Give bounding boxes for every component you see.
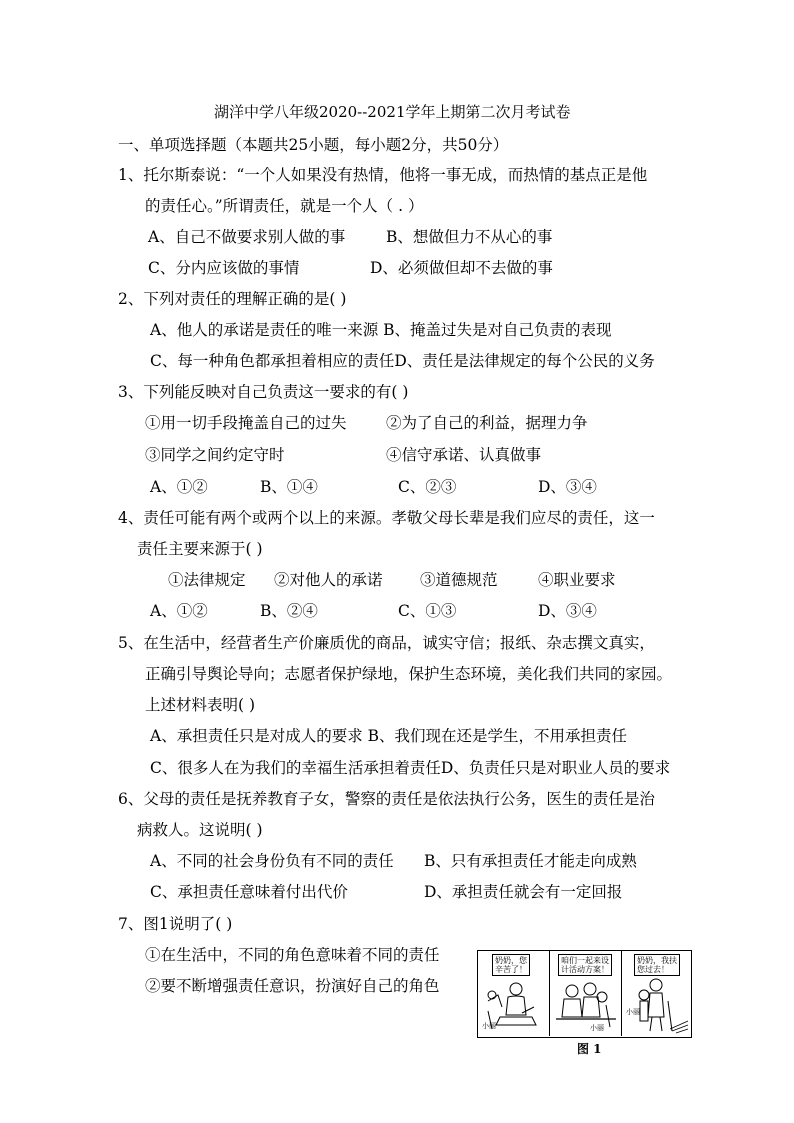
q4-stem-line2: 责任主要来源于( ): [137, 540, 263, 558]
q4-stem-line1: 4、责任可能有两个或两个以上的来源。孝敬父母长辈是我们应尽的责任，这一: [118, 509, 655, 527]
q2-stem: 2、下列对责任的理解正确的是( ): [118, 290, 347, 308]
comic-panel-1: [478, 951, 550, 1036]
panel-2-name-tag: 小丽: [590, 1024, 604, 1032]
q2-options-ab: A、他人的承诺是责任的唯一来源 B、掩盖过失是对自己负责的表现: [150, 321, 612, 339]
q3-item-2: ②为了自己的利益，据理力争: [386, 414, 588, 432]
q5-stem-line2: 正确引导舆论导向；志愿者保护绿地，保护生态环境，美化我们共同的家园。: [145, 665, 673, 683]
panel-1-speech-bubble: 奶奶，您 辛苦了！: [492, 954, 530, 976]
q1-option-a: A、自己不做要求别人做的事: [148, 228, 346, 246]
q3-item-3: ③同学之间约定守时: [145, 446, 285, 464]
panel-3-illustration: [622, 951, 690, 1036]
q4-item-3: ③道德规范: [420, 571, 498, 589]
q6-option-d: D、承担责任就会有一定回报: [424, 883, 623, 901]
q5-stem-line3: 上述材料表明( ): [145, 696, 256, 714]
comic-panel-3: [622, 951, 690, 1036]
q4-option-d: D、③④: [538, 602, 597, 620]
q4-option-c: C、①③: [398, 602, 457, 620]
comic-panel-2: [550, 951, 622, 1036]
q5-options-cd: C、很多人在为我们的幸福生活承担着责任D、负责任只是对职业人员的要求: [150, 759, 671, 777]
q1-stem-line1: 1、托尔斯泰说：“一个人如果没有热情，他将一事无成，而热情的基点正是他: [118, 166, 648, 184]
q3-option-c: C、②③: [398, 478, 457, 496]
q3-option-b: B、①④: [260, 478, 318, 496]
figure-1-comic: [477, 950, 692, 1038]
q3-option-d: D、③④: [538, 478, 597, 496]
panel-3-name-tag: 小丽: [626, 1008, 640, 1016]
q5-stem-line1: 5、在生活中，经营者生产价廉质优的商品，诚实守信；报纸、杂志撰文真实，: [118, 634, 655, 652]
q3-item-1: ①用一切手段掩盖自己的过失: [145, 414, 347, 432]
q3-stem: 3、下列能反映对自己负责这一要求的有( ): [118, 383, 409, 401]
panel-3-speech-bubble: 奶奶，我扶 您过去！: [634, 954, 680, 976]
q7-item-1: ①在生活中，不同的角色意味着不同的责任: [145, 946, 440, 964]
q6-option-a: A、不同的社会身份负有不同的责任: [150, 852, 394, 870]
q5-options-ab: A、承担责任只是对成人的要求 B、我们现在还是学生，不用承担责任: [150, 727, 628, 745]
q1-option-c: C、分内应该做的事情: [148, 259, 300, 277]
q1-stem-line2: 的责任心。”所谓责任，就是一个人（ . ）: [145, 197, 424, 215]
q3-option-a: A、①②: [150, 478, 208, 496]
q4-item-1: ①法律规定: [168, 571, 246, 589]
q6-stem-line1: 6、父母的责任是抚养教育子女，警察的责任是依法执行公务，医生的责任是治: [118, 790, 655, 808]
figure-1-caption: 图 1: [577, 1042, 602, 1056]
q2-options-cd: C、每一种角色都承担着相应的责任D、责任是法律规定的每个公民的义务: [150, 352, 655, 370]
exam-title: 湖洋中学八年级2020--2021学年上期第二次月考试卷: [214, 103, 571, 121]
q7-item-2: ②要不断增强责任意识，扮演好自己的角色: [145, 977, 440, 995]
q4-item-4: ④职业要求: [538, 571, 616, 589]
panel-2-speech-bubble: 咱们一起来设 计活动方案！: [558, 954, 612, 976]
q1-option-d: D、必须做但却不去做的事: [370, 259, 553, 277]
section-heading: 一、单项选择题（本题共25小题，每小题2分，共50分）: [118, 136, 509, 154]
q6-stem-line2: 病救人。这说明( ): [137, 821, 263, 839]
q4-option-a: A、①②: [150, 602, 208, 620]
q4-item-2: ②对他人的承诺: [274, 571, 383, 589]
panel-1-name-tag: 小丽: [482, 1022, 496, 1030]
q1-option-b: B、想做但力不从心的事: [386, 228, 553, 246]
q7-stem: 7、图1说明了( ): [118, 915, 233, 933]
q6-option-c: C、承担责任意味着付出代价: [150, 883, 348, 901]
q6-option-b: B、只有承担责任才能走向成熟: [424, 852, 637, 870]
q3-item-4: ④信守承诺、认真做事: [386, 446, 542, 464]
q4-option-b: B、②④: [260, 602, 318, 620]
panel-2-illustration: [550, 951, 620, 1036]
